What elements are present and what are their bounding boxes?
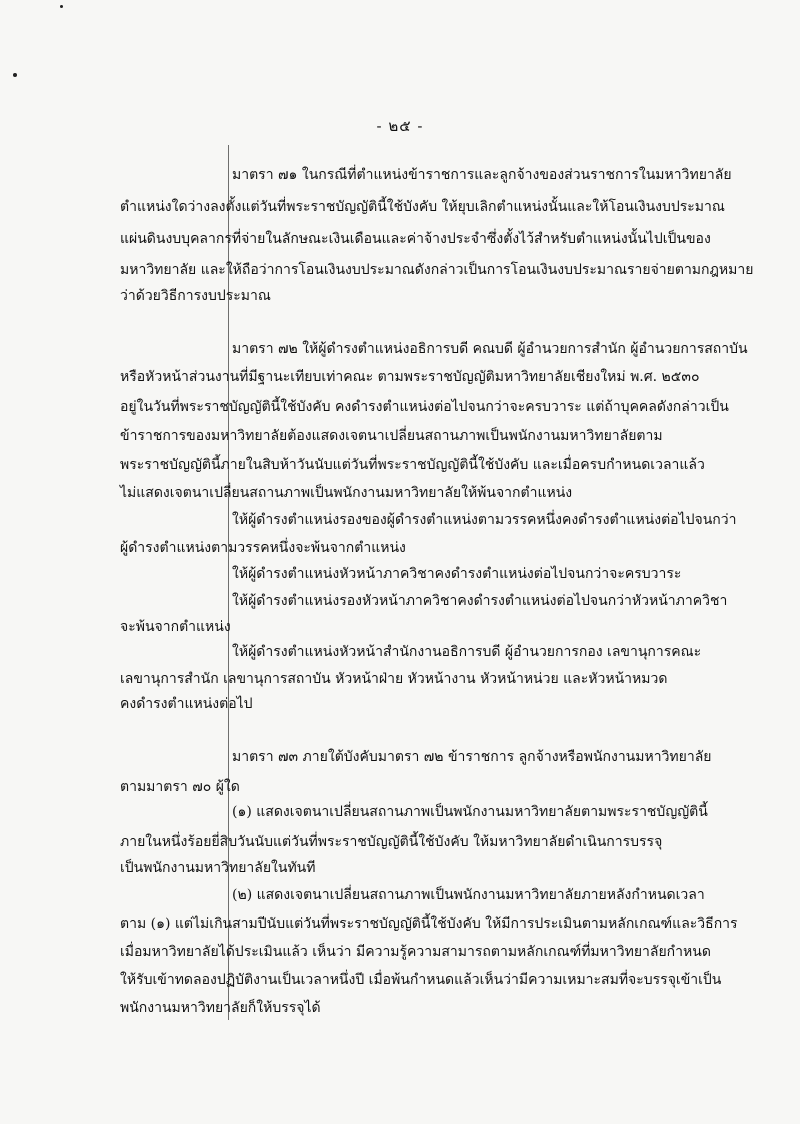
section73-line: ภายในหนึ่งร้อยยี่สิบวันนับแต่วันที่พระราชบัญญัตินี้ใช้บังคับ ให้มหาวิทยาลัยดำเนินการบรรจุ bbox=[120, 834, 663, 850]
section72-line: ผู้ดำรงตำแหน่งตามวรรคหนึ่งจะพ้นจากตำแหน่ง bbox=[120, 540, 406, 556]
section73-line: เมื่อมหาวิทยาลัยได้ประเมินแล้ว เห็นว่า มีความรู้ความสามารถตามหลักเกณฑ์ที่มหาวิทยาลัยกำหนด bbox=[120, 944, 711, 960]
section71-line: แผ่นดินงบบุคลากรที่จ่ายในลักษณะเงินเดือนและค่าจ้างประจำซึ่งตั้งไว้สำหรับตำแหน่งนั้นไปเป็นของ bbox=[120, 231, 711, 247]
section72-line: ให้ผู้ดำรงตำแหน่งหัวหน้าสำนักงานอธิการบดี ผู้อำนวยการกอง เลขานุการคณะ bbox=[232, 644, 702, 660]
section72-line: จะพ้นจากตำแหน่ง bbox=[120, 619, 231, 635]
section72-line: ให้ผู้ดำรงตำแหน่งรองหัวหน้าภาควิชาคงดำรงตำแหน่งต่อไปจนกว่าหัวหน้าภาควิชา bbox=[232, 593, 728, 609]
section72-line: ไม่แสดงเจตนาเปลี่ยนสถานภาพเป็นพนักงานมหาวิทยาลัยให้พ้นจากตำแหน่ง bbox=[120, 485, 573, 501]
section71-line: มาตรา ๗๑ ในกรณีที่ตำแหน่งข้าราชการและลูกจ้างของส่วนราชการในมหาวิทยาลัย bbox=[232, 167, 732, 183]
section73-line: ตาม (๑) แต่ไม่เกินสามปีนับแต่วันที่พระราชบัญญัตินี้ใช้บังคับ ให้มีการประเมินตามหลักเกณฑ์และวิธีการ bbox=[120, 916, 738, 932]
section73-line: มาตรา ๗๓ ภายใต้บังคับมาตรา ๗๒ ข้าราชการ ลูกจ้างหรือพนักงานมหาวิทยาลัย bbox=[232, 749, 712, 765]
page-number: - ๒๕ - bbox=[376, 117, 424, 135]
section73-line: พนักงานมหาวิทยาลัยก็ให้บรรจุได้ bbox=[120, 1000, 321, 1016]
scan-speck bbox=[13, 73, 17, 77]
section71-line: ว่าด้วยวิธีการงบประมาณ bbox=[120, 288, 271, 304]
section73-line: ตามมาตรา ๗๐ ผู้ใด bbox=[120, 779, 240, 795]
section72-line: ให้ผู้ดำรงตำแหน่งหัวหน้าภาควิชาคงดำรงตำแหน่งต่อไปจนกว่าจะครบวาระ bbox=[232, 566, 682, 582]
section72-line: ข้าราชการของมหาวิทยาลัยต้องแสดงเจตนาเปลี่ยนสถานภาพเป็นพนักงานมหาวิทยาลัยตาม bbox=[120, 428, 663, 444]
section72-line: คงดำรงตำแหน่งต่อไป bbox=[120, 696, 253, 712]
section72-line: อยู่ในวันที่พระราชบัญญัตินี้ใช้บังคับ คงดำรงตำแหน่งต่อไปจนกว่าจะครบวาระ แต่ถ้าบุคคลดังกล่าวเป็น bbox=[120, 399, 729, 415]
section72-line: เลขานุการสำนัก เลขานุการสถาบัน หัวหน้าฝ่าย หัวหน้างาน หัวหน้าหน่วย และหัวหน้าหมวด bbox=[120, 671, 668, 687]
section73-line: (๑) แสดงเจตนาเปลี่ยนสถานภาพเป็นพนักงานมหาวิทยาลัยตามพระราชบัญญัตินี้ bbox=[232, 804, 708, 820]
section71-line: มหาวิทยาลัย และให้ถือว่าการโอนเงินงบประมาณดังกล่าวเป็นการโอนเงินงบประมาณรายจ่ายตามกฎหมาย bbox=[120, 262, 754, 278]
section73-line: เป็นพนักงานมหาวิทยาลัยในทันที bbox=[120, 860, 316, 876]
section72-line: พระราชบัญญัตินี้ภายในสิบห้าวันนับแต่วันที่พระราชบัญญัตินี้ใช้บังคับ และเมื่อครบกำหนดเวลาแล้ว bbox=[120, 457, 705, 473]
section71-line: ตำแหน่งใดว่างลงตั้งแต่วันที่พระราชบัญญัตินี้ใช้บังคับ ให้ยุบเลิกตำแหน่งนั้นและให้โอนเงินงบประมาณ bbox=[120, 199, 725, 215]
section72-line: มาตรา ๗๒ ให้ผู้ดำรงตำแหน่งอธิการบดี คณบดี ผู้อำนวยการสำนัก ผู้อำนวยการสถาบัน bbox=[232, 341, 748, 357]
section72-line: ให้ผู้ดำรงตำแหน่งรองของผู้ดำรงตำแหน่งตามวรรคหนึ่งคงดำรงตำแหน่งต่อไปจนกว่า bbox=[232, 512, 737, 528]
section73-line: ให้รับเข้าทดลองปฏิบัติงานเป็นเวลาหนึ่งปี เมื่อพ้นกำหนดแล้วเห็นว่ามีความเหมาะสมที่จะบรรจุเข้าเป็น bbox=[120, 972, 722, 988]
section73-line: (๒) แสดงเจตนาเปลี่ยนสถานภาพเป็นพนักงานมหาวิทยาลัยภายหลังกำหนดเวลา bbox=[232, 887, 705, 903]
section72-line: หรือหัวหน้าส่วนงานที่มีฐานะเทียบเท่าคณะ ตามพระราชบัญญัติมหาวิทยาลัยเชียงใหม่ พ.ศ. ๒๕๓๐ bbox=[120, 369, 700, 385]
scan-speck bbox=[60, 5, 63, 8]
